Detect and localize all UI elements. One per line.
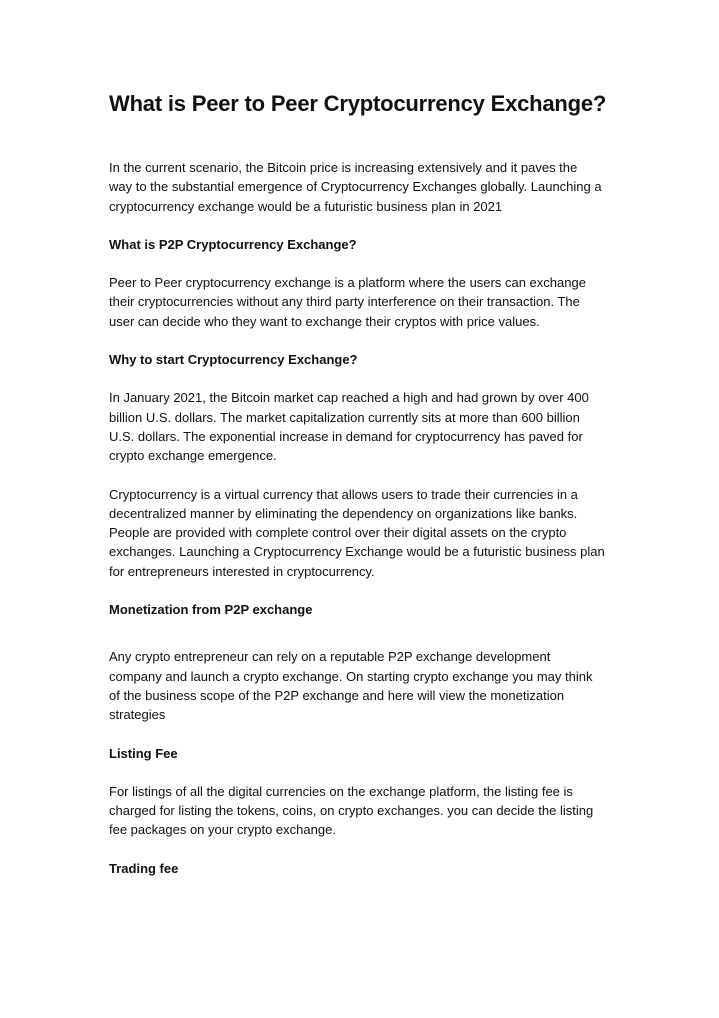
text-line: For listings of all the digital currencies on the exchange platform, the listing fee is [109,783,573,799]
section-heading-monetization: Monetization from P2P exchange [109,602,313,618]
intro-paragraph [109,158,614,216]
text-line: user can decide who they want to exchange their cryptos with price values. [109,313,540,329]
section-heading-listing-fee: Listing Fee [109,745,178,761]
text-line: strategies [109,707,166,723]
text-line: fee packages on your crypto exchange. [109,822,336,838]
section-paragraph [109,647,614,724]
document-body [109,88,614,897]
text-line: of the business scope of the P2P exchange and here will view the monetization [109,687,565,703]
text-line: charged for listing the tokens, coins, on crypto exchanges. you can decide the listing [109,803,594,819]
text-line: crypto exchange emergence. [109,448,277,464]
section-paragraph [109,388,614,465]
section-heading-trading-fee: Trading fee [109,860,179,876]
document-title: What is Peer to Peer Cryptocurrency Exchange? [109,91,607,116]
text-line: billion U.S. dollars. The market capitalization currently sits at more than 600 billion [109,409,580,425]
text-line: decentralized manner by eliminating the dependency on organizations like banks. [109,505,578,521]
text-line: Cryptocurrency is a virtual currency that allows users to trade their currencies in a [109,486,578,502]
text-line: In January 2021, the Bitcoin market cap reached a high and had grown by over 400 [109,390,589,406]
text-line: Peer to Peer cryptocurrency exchange is a platform where the users can exchange [109,275,586,291]
section-heading-why-start: Why to start Cryptocurrency Exchange? [109,352,358,368]
section-paragraph [109,485,614,581]
text-line: for entrepreneurs interested in cryptocurrency. [109,563,375,579]
text-line: In the current scenario, the Bitcoin price is increasing extensively and it paves the [109,160,578,175]
section-heading-what-is-p2p: What is P2P Cryptocurrency Exchange? [109,236,357,252]
section-paragraph [109,782,614,840]
text-line: Any crypto entrepreneur can rely on a reputable P2P exchange development [109,649,551,665]
text-line: exchanges. Launching a Cryptocurrency Exchange would be a futuristic business plan [109,544,605,560]
text-line: their cryptocurrencies without any third party interference on their transaction. The [109,294,580,310]
text-line: People are provided with complete control over their digital assets on the crypto [109,525,567,541]
text-line: way to the substantial emergence of Cryptocurrency Exchanges globally. Launching a [109,179,602,195]
text-line: cryptocurrency exchange would be a futuristic business plan in 2021 [109,198,503,214]
section-paragraph [109,273,614,331]
text-line: company and launch a crypto exchange. On starting crypto exchange you may think [109,668,593,684]
text-line: U.S. dollars. The exponential increase in demand for cryptocurrency has paved for [109,428,583,444]
